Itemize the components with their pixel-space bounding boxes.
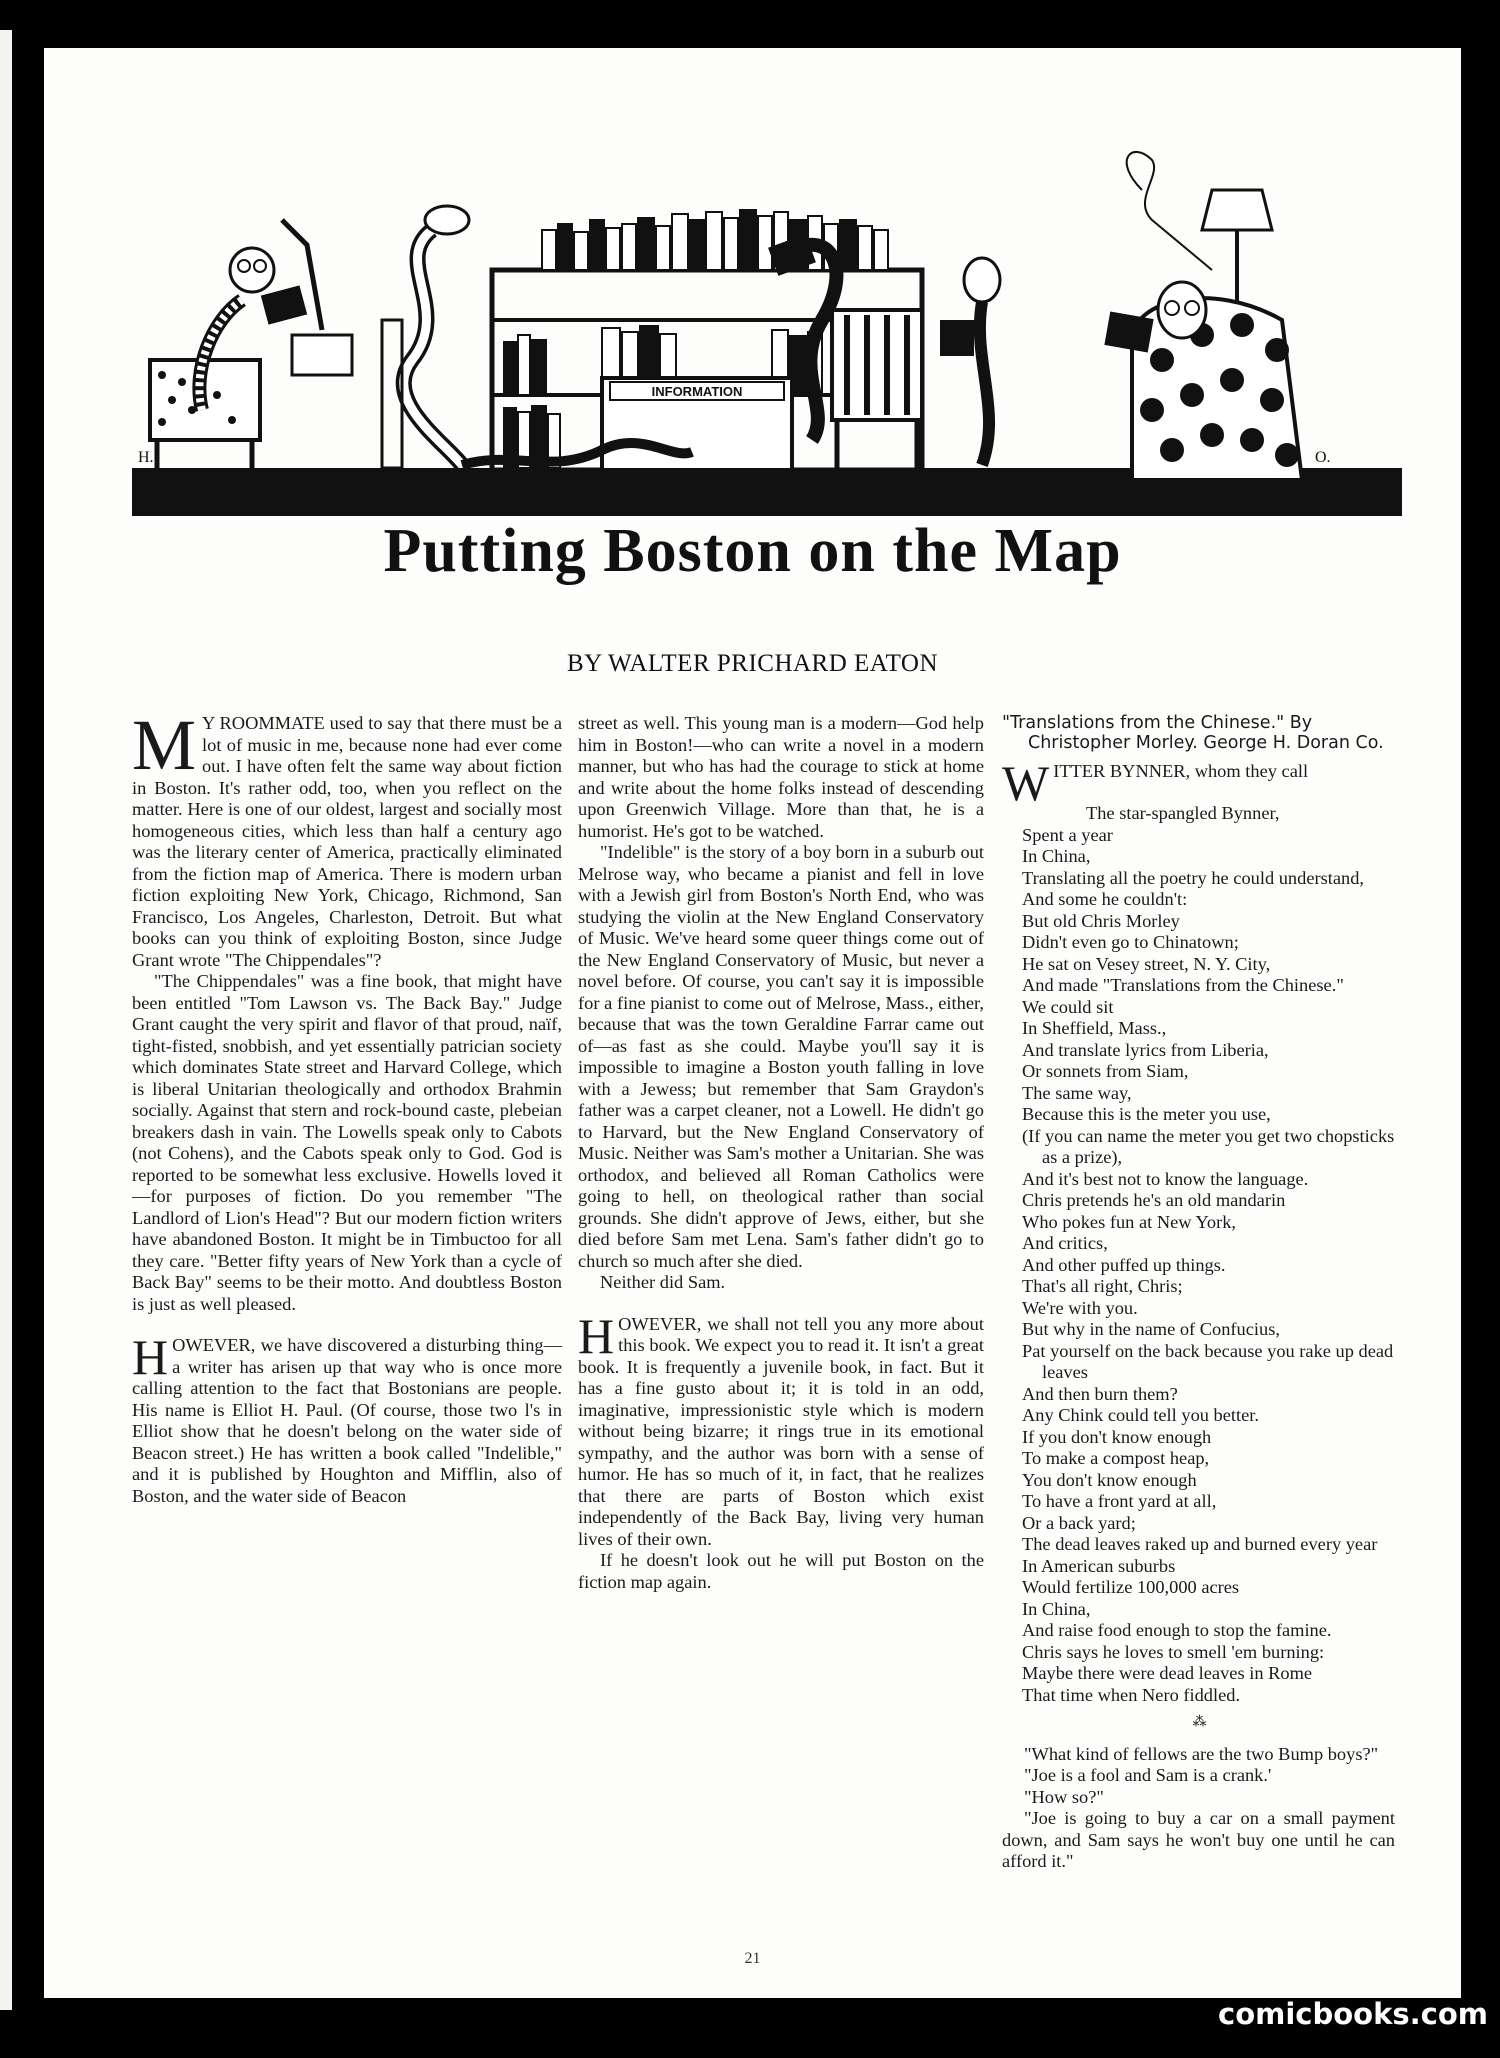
book-citation: "Translations from the Chinese." By Christopher Morley. George H. Doran Co. [1002,713,1384,753]
poem-line: Would fertilize 100,000 acres [1022,1577,1240,1597]
poem-line: That's all right, Chris; [1022,1276,1183,1296]
section-gap [578,1294,984,1314]
poem-line: And other puffed up things. [1022,1254,1226,1275]
poem-line: But why in the name of Confucius, [1022,1319,1280,1339]
poem-lines [1002,803,1395,1706]
artist-signature-right: O. [1315,449,1331,466]
poem-line: The same way, [1022,1082,1132,1103]
poem-line: Chris pretends he's an old mandarin [1022,1190,1286,1210]
poem-line: In Sheffield, Mass., [1022,1018,1167,1038]
poem-line: But old Chris Morley [1022,910,1180,931]
joke-paragraph: "Joe is going to buy a car on a small payment down, and Sam says he won't buy one until he can afford it." [1002,1808,1395,1871]
poem-line: And raise food enough to stop the famine. [1022,1620,1332,1640]
magazine-page [44,48,1461,1998]
poem-line: In American suburbs [1022,1555,1176,1576]
poem-line: To have a front yard at all, [1022,1491,1217,1511]
poem-line: (If you can name the meter you get two chopsticks as a prize), [1022,1125,1395,1167]
poem-line: Translating all the poetry he could understand, [1022,867,1365,888]
poem-line: Chris says he loves to smell 'em burning: [1022,1641,1325,1662]
poem-line: Because this is the meter you use, [1022,1104,1271,1124]
facing-page-edge [0,30,12,2010]
poem-line: In China, [1022,846,1091,866]
poem-line: He sat on Vesey street, N. Y. City, [1022,953,1271,974]
poem-line: Spent a year [1022,824,1113,845]
drop-cap: M [132,705,197,785]
poem-line: Who pokes fun at New York, [1022,1211,1237,1232]
poem-line: To make a compost heap, [1022,1448,1210,1468]
artist-signature-left: H. [138,449,154,466]
paragraph: If he doesn't look out he will put Boston on the fiction map again. [578,1550,984,1592]
paragraph-text: Y ROOMMATE used to say that there must be a lot of music in me, because none had ever come out. I have often felt the same way about fiction in Boston. It's rather odd, too, when you reflect on the matter. Here is one of our oldest, largest and socially most homogeneous cities, which less than half a century ago was the literary center of America, practically eliminated from the fiction map of America. There is modern urban fiction exploiting New York, Chicago, Richmond, San Francisco, Los Angeles, Charleston, Detroit. But what books can you think of exploiting Boston, since Judge Grant wrote "The Chippendales"? [132,713,562,970]
snake-figure [382,206,469,468]
information-sign: INFORMATION [651,384,743,399]
section-gap [132,1315,562,1335]
poem-line: We're with you. [1022,1297,1138,1318]
paragraph [578,1307,984,1551]
poem-line: Maybe there were dead leaves in Rome [1022,1663,1313,1683]
paragraph [132,1329,562,1507]
poem-line: The star-spangled Bynner, [1086,803,1280,823]
poem-line: Or a back yard; [1022,1512,1136,1533]
patterned-armchair [1104,282,1330,480]
section-ornament: ⁂ [1192,1715,1205,1730]
left-reader [138,220,352,468]
drop-cap: W [1002,755,1050,811]
poem-line: Or sonnets from Siam, [1022,1061,1189,1081]
paragraph: "The Chippendales" was a fine book, that might have been entitled "Tom Lawson vs. The Back Bay." Judge Grant caught the very spirit and flavor of that proud, naïf, tight-fisted, snobbish, and yet essentially patrician society which dominates State street and Harvard College, which is liberal Unitarian theologically and orthodox Brahmin socially. Against that stern and rock-bound caste, plebeian breakers dash in vain. The Lowells speak only to Cabots (not Cohens), and the Cabots speak only to God. God is reported to be somewhat less exclusive. Howells loved it—for purposes of fiction. Do you remember "The Landlord of Lion's Head"? But our modern fiction writers have abandoned Boston. It might be in Timbuctoo for all they care. "Better fifty years of New York than a cycle of Back Bay" seems to be their motto. And doubtless Boston is just as well pleased. [132,971,562,1314]
drop-cap: H [132,1329,169,1385]
poem-line: And translate lyrics from Liberia, [1022,1039,1269,1060]
poem-first-line [1002,755,1395,811]
header-illustration [132,120,1402,516]
poem-line: Any Chink could tell you better. [1022,1405,1260,1425]
poem-line: That time when Nero fiddled. [1022,1684,1241,1705]
poem-line: Didn't even go to Chinatown; [1022,932,1239,952]
poem-line: Pat yourself on the back because you rake up dead leaves [1022,1340,1394,1382]
column-1 [132,705,562,1507]
paragraph-text: OWEVER, we have discovered a disturbing thing—a writer has arisen up that way who is once more calling attention to the fact that Bostonians are people. His name is Elliot H. Paul. (Of course, those two l's in Elliot show that he doesn't belong on the water side of Beacon street.) He has written a book called "Indelible," and it is published by Houghton and Mifflin, also of Boston, and the water side of Beacon [132,1335,562,1506]
poem-line: You don't know enough [1022,1469,1197,1490]
paragraph: "Indelible" is the story of a boy born in a suburb out Melrose way, who became a pianist and fell in love with a Jewish girl from Boston's North End, who was studying the violin at the New England Conservatory of Music. We've heard some queer things come out of the New England Conservatory of Music, but never a novel before. Of course, you can't say it is impossible for a fine pianist to come out of Melrose, Mass., either, because that was the town Geraldine Farrar came out of—as fast as she could. Maybe you'll say it is impossible to imagine a Boston youth falling in love with a Jewess; but remember that Sam Graydon's father was a carpet cleaner, not a Lowell. He didn't go to Harvard, but the New England Conservatory of Music. Neither was Sam's mother a Unitarian. She was orthodox, and believed all Roman Catholics were going to hell, on theological rather than social grounds. She didn't approve of Jews, either, but she died before Sam met Lena. Sam's father didn't go to church so much after she died. [578,842,984,1271]
joke-paragraph: "Joe is a fool and Sam is a crank.' [1024,1765,1272,1785]
poem-line: In China, [1022,1598,1091,1619]
article-title: Putting Boston on the Map [383,517,1122,585]
poem-line: And made "Translations from the Chinese." [1022,975,1344,995]
page-number: 21 [744,1950,761,1967]
standing-reader [940,258,1000,465]
column-2 [578,713,984,1593]
drop-cap: H [578,1307,615,1364]
information-desk [602,378,792,470]
joke-paragraph: "How so?" [1024,1786,1104,1807]
paragraph-text: OWEVER, we shall not tell you any more about this book. We expect you to read it. It isn't a great book. It is frequently a juvenile book, in fact. But it has a fine gusto about it; it is told in an odd, imaginative, impressionistic style which is modern without being bizarre; it rings true in its emotional sympathy, and the author was born with a sense of humor. He has so much of it, in fact, that he realizes that there are parts of Boston which exist independently of the Back Bay, living very human lives of their own. [578,1313,984,1549]
poem-line: ITTER BYNNER, whom they call [1053,761,1309,781]
poem [1002,755,1395,1706]
paragraph [132,705,562,971]
poem-line: We could sit [1022,996,1114,1017]
site-watermark: comicbooks.com [1218,1997,1488,2031]
poem-line: If you don't know enough [1022,1426,1212,1447]
poem-line: The dead leaves raked up and burned every year [1022,1534,1378,1554]
article-byline [44,650,1461,678]
poem-line: And it's best not to know the language. [1022,1168,1309,1189]
joke-paragraph: "What kind of fellows are the two Bump boys?" [1024,1743,1379,1764]
column-3 [1002,713,1395,1873]
poem-line: And then burn them? [1022,1383,1178,1404]
poem-line: And some he couldn't: [1022,889,1188,909]
paragraph: street as well. This young man is a modern—God help him in Boston!—who can write a novel in a modern manner, but who has had the courage to stick at home and write about the home folks instead of descending upon Greenwich Village. More than that, he is a humorist. He's got to be watched. [578,713,984,841]
paragraph: Neither did Sam. [600,1272,726,1292]
byline-text: BY WALTER PRICHARD EATON [566,650,939,677]
poem-line: And critics, [1022,1233,1108,1253]
joke [1002,1744,1395,1873]
